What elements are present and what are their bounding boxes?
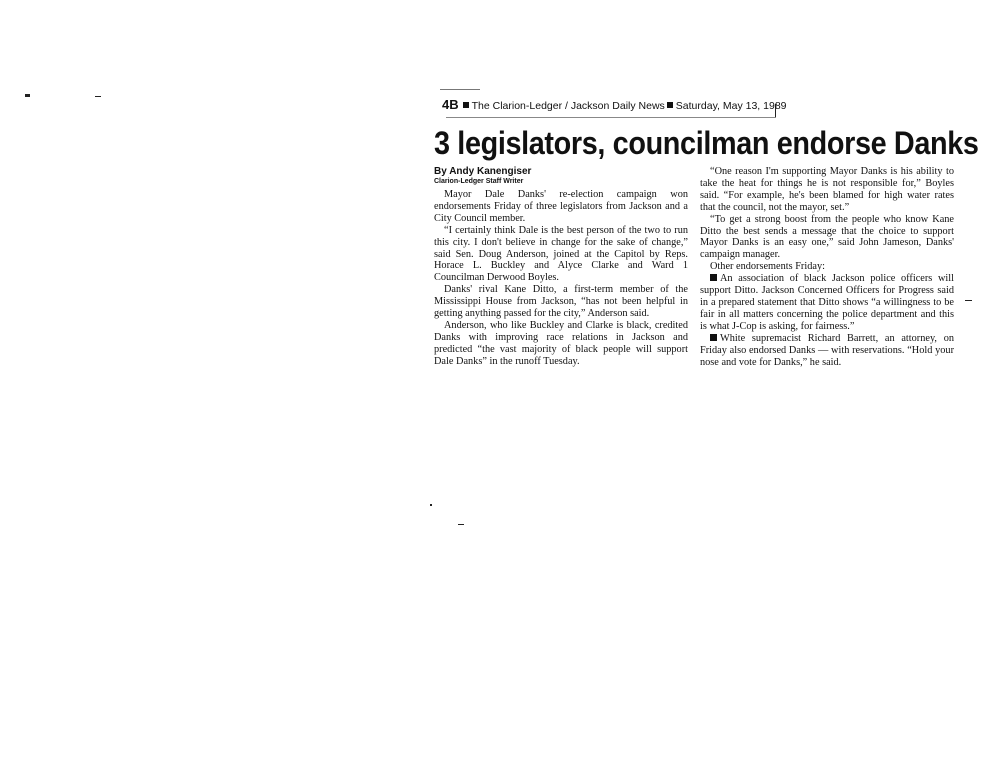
- paragraph: Anderson, who like Buckley and Clarke is black, credited Danks with improving race relations in Jackson and predicted “the vast majority of black people will support Dale Danks” in the runoff Tuesday.: [434, 319, 688, 367]
- paragraph: “I certainly think Dale is the best person of the two to run this city. I don't believe in change for the sake of change,” said Sen. Doug Anderson, joined at the Capitol by Reps. Horace L. Buckley and Alyce Clarke and Ward 1 Councilman Derwood Boyles.: [434, 224, 688, 284]
- article-column-right: [700, 166, 954, 368]
- bullet-icon: [463, 102, 469, 108]
- publication-date: Saturday, May 13, 1989: [675, 100, 787, 112]
- page-number: 4B: [442, 97, 459, 112]
- square-bullet-icon: [710, 334, 717, 341]
- scan-speck: [430, 504, 432, 506]
- bulleted-paragraph: [700, 333, 954, 369]
- square-bullet-icon: [710, 274, 717, 281]
- bullet-icon: [667, 102, 673, 108]
- scan-speck: [965, 300, 972, 301]
- byline-author: By Andy Kanengiser: [434, 166, 532, 177]
- article-column-left: [434, 166, 688, 368]
- dateline: [442, 97, 787, 113]
- paragraph-text: An association of black Jackson police officers will support Ditto. Jackson Concerned Officers for Progress said in a prepared statement that Ditto shows “a willingness to be fair in all matters concerning the police department and this is what J-Cop is asking, for fairness.”: [700, 273, 954, 332]
- paragraph: Other endorsements Friday:: [710, 261, 825, 273]
- scan-speck: [458, 524, 464, 525]
- scan-speck: [95, 96, 101, 97]
- paragraph: Mayor Dale Danks' re-election campaign won endorsements Friday of three legislators from Jackson and a City Council member.: [434, 189, 688, 224]
- paragraph: “One reason I'm supporting Mayor Danks is his ability to take the heat for things he is not responsible for,” Boyles said. “For example, he's been blamed for high water rates that the council, not the mayor, set.”: [700, 166, 954, 213]
- bulleted-paragraph: [700, 273, 954, 333]
- scan-speck: [25, 94, 30, 97]
- dateline-top-rule: [440, 89, 480, 90]
- paragraph: Danks' rival Kane Ditto, a first-term member of the Mississippi House from Jackson, “has not been helpful in getting anything passed for the city,” Anderson said.: [434, 284, 688, 320]
- byline-title: Clarion-Ledger Staff Writer: [434, 178, 524, 185]
- newspaper-name: The Clarion-Ledger / Jackson Daily News: [471, 100, 665, 112]
- dateline-bottom-rule: [446, 117, 776, 118]
- paragraph-text: White supremacist Richard Barrett, an attorney, on Friday also endorsed Danks — with reservations. “Hold your nose and vote for Danks,” he said.: [700, 332, 954, 368]
- paragraph: “To get a strong boost from the people who know Kane Ditto the best sends a message that the choice to support Mayor Danks is an easy one,” said John Jameson, Danks' campaign manager.: [700, 213, 954, 261]
- headline: 3 legislators, councilman endorse Danks: [434, 125, 979, 161]
